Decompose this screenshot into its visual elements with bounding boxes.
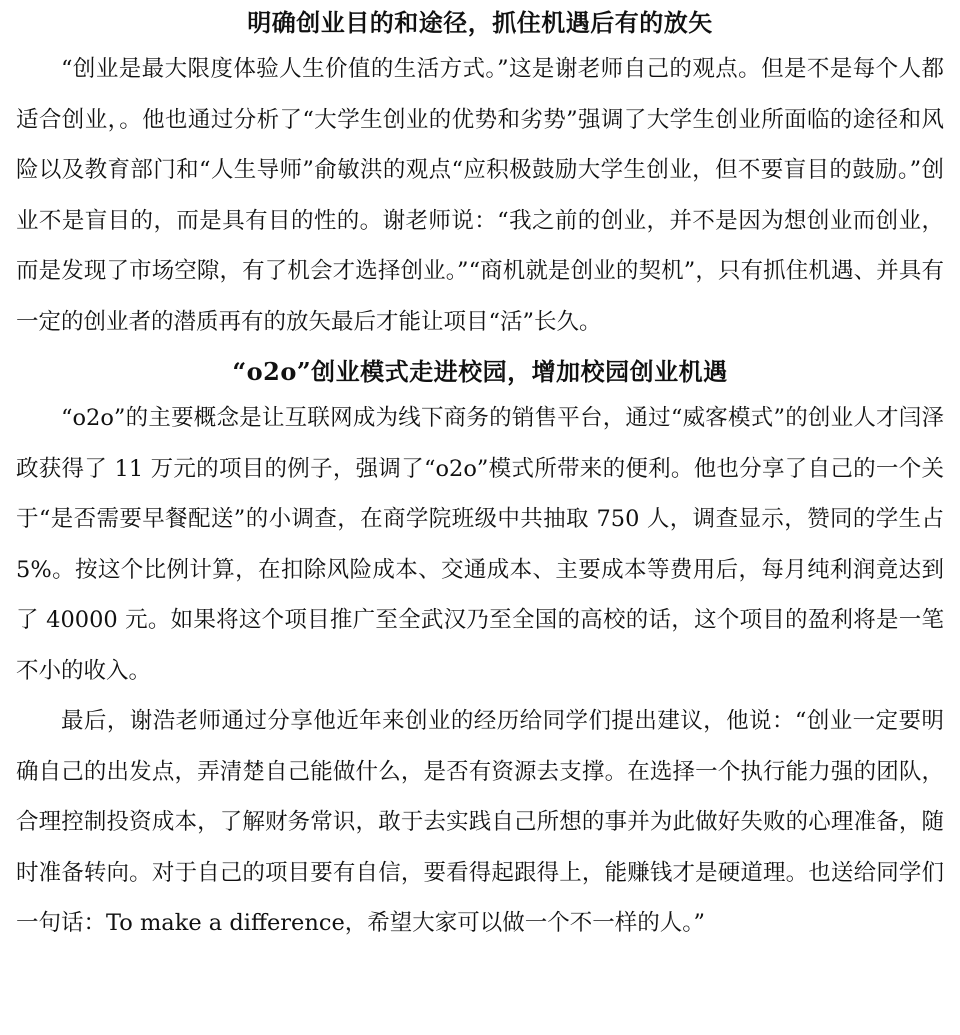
section-heading: “o2o”创业模式走进校园，增加校园创业机遇 — [232, 357, 728, 386]
section-purpose — [16, 2, 944, 347]
paragraph: “创业是最大限度体验人生价值的生活方式。”这是谢老师自己的观点。但是不是每个人都适合创业，。他也通过分析了“大学生创业的优势和劣势”强调了大学生创业所面临的途径和风险以及教育部门和“人生导师”俞敏洪的观点“应积极鼓励大学生创业，但不要盲目的鼓励。”创业不是盲目的，而是具有目的性的。谢老师说：“我之前的创业，并不是因为想创业而创业，而是发现了市场空隙，有了机会才选择创业。”“商机就是创业的契机”，只有抓住机遇、并具有一定的创业者的潜质再有的放矢最后才能让项目“活”长久。 — [16, 56, 944, 335]
paragraph: “o2o”的主要概念是让互联网成为线下商务的销售平台，通过“威客模式”的创业人才闫泽政获得了 11 万元的项目的例子，强调了“o2o”模式所带来的便利。他也分享了自己的一个关于“是否需要早餐配送”的小调查，在商学院班级中共抽取 750 人，调查显示，赞同的学生占 5%。按这个比例计算，在扣除风险成本、交通成本、主要成本等费用后，每月纯利润竟达到了 40000 元。如果将这个项目推广至全武汉乃至全国的高校的话，这个项目的盈利将是一笔不小的收入。 — [16, 405, 944, 684]
section-heading: 明确创业目的和途径，抓住机遇后有的放矢 — [247, 8, 713, 37]
section-o2o — [16, 351, 944, 949]
paragraph: 最后，谢浩老师通过分享他近年来创业的经历给同学们提出建议，他说：“创业一定要明确自己的出发点，弄清楚自己能做什么，是否有资源去支撑。在选择一个执行能力强的团队，合理控制投资成本，了解财务常识，敢于去实践自己所想的事并为此做好失败的心理准备，随时准备转向。对于自己的项目要有自信，要看得起跟得上，能赚钱才是硬道理。也送给同学们一句话：To make a difference，希望大家可以做一个不一样的人。” — [16, 708, 944, 936]
